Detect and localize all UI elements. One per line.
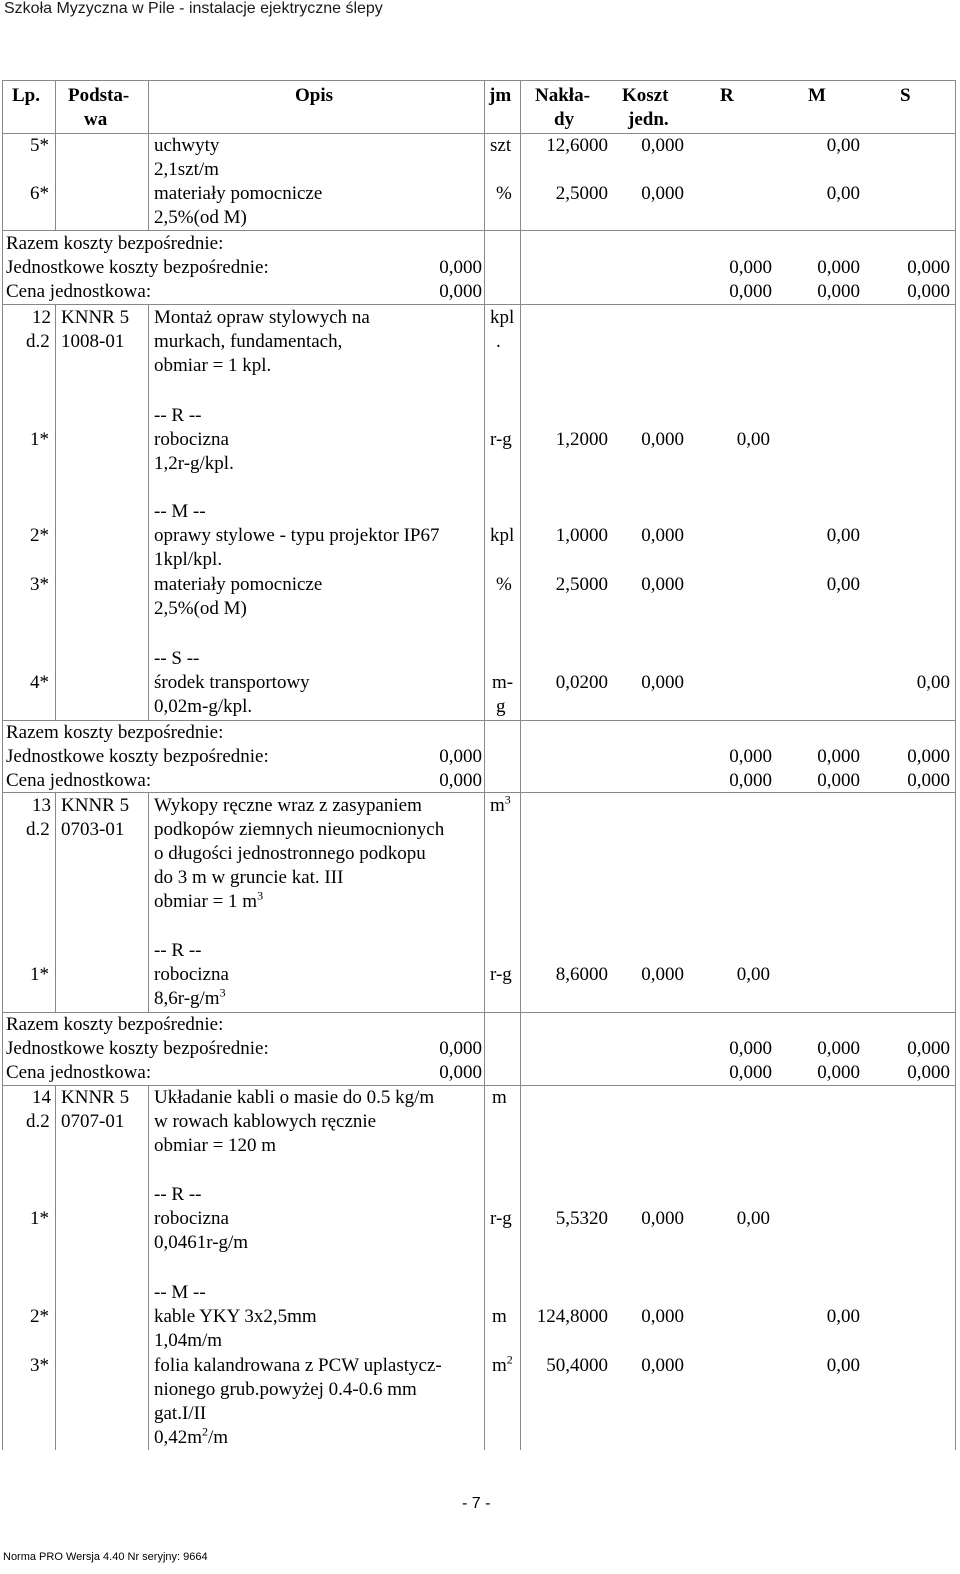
position-jm: kpl: [490, 307, 515, 328]
row-opis: nionego grub.powyżej 0.4-0.6 mm: [154, 1379, 417, 1400]
row-opis: folia kalandrowana z PCW uplastycz-: [154, 1355, 442, 1376]
summary-s: 0,000: [907, 770, 950, 791]
row-opis: robocizna: [154, 964, 229, 985]
col-r: R: [720, 85, 734, 106]
summary-m: 0,000: [817, 1062, 860, 1083]
cena-label: Cena jednostkowa:: [6, 281, 152, 302]
col-koszt: Koszt: [622, 85, 669, 106]
row-m-value: 0,00: [826, 1355, 860, 1376]
position-opis: obmiar = 120 m: [154, 1135, 277, 1156]
row-jm: szt: [490, 135, 512, 156]
column-divider: [148, 792, 149, 1012]
column-divider: [484, 80, 485, 1450]
superscript: 2: [506, 1352, 513, 1367]
obmiar-text: obmiar = 1 m: [154, 891, 258, 912]
superscript: 3: [504, 792, 511, 807]
position-opis: Układanie kabli o masie do 0.5 kg/m: [154, 1087, 435, 1108]
section-m: -- M --: [154, 501, 206, 522]
row-opis: materiały pomocnicze: [154, 574, 323, 595]
position-basis: KNNR 5: [61, 795, 130, 816]
row-s-value: 0,00: [916, 672, 950, 693]
row-naklady: 50,4000: [546, 1355, 608, 1376]
position-basis: 0703-01: [61, 819, 125, 840]
row-m-value: 0,00: [826, 525, 860, 546]
summary-m: 0,000: [817, 281, 860, 302]
norm-text: /m: [208, 1427, 229, 1448]
position-opis: Montaż opraw stylowych na: [154, 307, 370, 328]
position-opis: do 3 m w gruncie kat. III: [154, 867, 344, 888]
table-top-border: [2, 80, 955, 81]
summary-s: 0,000: [907, 746, 950, 767]
summary-m: 0,000: [817, 746, 860, 767]
row-jm: g: [496, 696, 506, 717]
row-jm: kpl: [490, 525, 515, 546]
cena-label: Cena jednostkowa:: [6, 770, 152, 791]
summary-s: 0,000: [907, 281, 950, 302]
col-podstawa: Podsta-: [68, 85, 130, 106]
row-jm: m: [492, 1306, 507, 1327]
column-divider: [148, 80, 149, 230]
col-koszt-2: jedn.: [628, 109, 669, 130]
row-koszt: 0,000: [641, 429, 684, 450]
col-naklady: Nakła-: [535, 85, 590, 106]
summary-value: 0,000: [439, 770, 482, 791]
summary-r: 0,000: [729, 1038, 772, 1059]
row-koszt: 0,000: [641, 1355, 684, 1376]
row-opis: 2,5%(od M): [154, 207, 247, 228]
summary-value: 0,000: [439, 281, 482, 302]
row-opis: 0,0461r-g/m: [154, 1232, 249, 1253]
col-jm: jm: [489, 85, 512, 106]
row-opis: 1,2r-g/kpl.: [154, 453, 234, 474]
jednostkowe-label: Jednostkowe koszty bezpośrednie:: [6, 1038, 269, 1059]
position-basis: KNNR 5: [61, 1087, 130, 1108]
row-border: [2, 1085, 955, 1086]
unit-text: m: [490, 795, 505, 816]
row-border: [2, 304, 955, 305]
summary-m: 0,000: [817, 770, 860, 791]
column-divider: [148, 304, 149, 720]
row-naklady: 8,6000: [555, 964, 608, 985]
cena-label: Cena jednostkowa:: [6, 1062, 152, 1083]
summary-m: 0,000: [817, 257, 860, 278]
col-lp: Lp.: [12, 85, 40, 106]
page-number: - 7 -: [462, 1495, 491, 1512]
section-r: -- R --: [154, 1184, 202, 1205]
summary-value: 0,000: [439, 1038, 482, 1059]
row-lp: 1*: [30, 1208, 49, 1229]
row-naklady: 0,0200: [555, 672, 608, 693]
row-koszt: 0,000: [641, 672, 684, 693]
razem-label: Razem koszty bezpośrednie:: [6, 1014, 224, 1035]
col-podstawa-2: wa: [84, 109, 108, 130]
row-koszt: 0,000: [641, 183, 684, 204]
row-opis: oprawy stylowe - typu projektor IP67: [154, 525, 440, 546]
summary-s: 0,000: [907, 257, 950, 278]
row-jm: %: [496, 574, 512, 595]
row-naklady: 2,5000: [555, 574, 608, 595]
jednostkowe-label: Jednostkowe koszty bezpośrednie:: [6, 746, 269, 767]
row-opis: 1kpl/kpl.: [154, 549, 223, 570]
position-opis: Wykopy ręczne wraz z zasypaniem: [154, 795, 422, 816]
column-divider: [55, 792, 56, 1012]
row-naklady: 1,2000: [555, 429, 608, 450]
summary-r: 0,000: [729, 257, 772, 278]
section-r: -- R --: [154, 405, 202, 426]
row-opis: kable YKY 3x2,5mm: [154, 1306, 317, 1327]
position-number: d.2: [26, 331, 50, 352]
norm-text: 8,6r-g/m: [154, 988, 220, 1009]
row-opis: 2,1szt/m: [154, 159, 219, 180]
norm-text: 0,42m: [154, 1427, 203, 1448]
section-m: -- M --: [154, 1282, 206, 1303]
position-number: 13: [32, 795, 51, 816]
row-lp: 2*: [30, 1306, 49, 1327]
position-basis: KNNR 5: [61, 307, 130, 328]
unit-text: m: [492, 1355, 507, 1376]
summary-m: 0,000: [817, 1038, 860, 1059]
row-opis: materiały pomocnicze: [154, 183, 323, 204]
row-r-value: 0,00: [736, 1208, 770, 1229]
position-opis: obmiar = 1 kpl.: [154, 355, 272, 376]
column-divider: [148, 1085, 149, 1450]
row-m-value: 0,00: [826, 135, 860, 156]
row-naklady: 2,5000: [555, 183, 608, 204]
row-koszt: 0,000: [641, 574, 684, 595]
summary-r: 0,000: [729, 746, 772, 767]
row-jm: r-g: [490, 429, 512, 450]
jednostkowe-label: Jednostkowe koszty bezpośrednie:: [6, 257, 269, 278]
row-lp: 3*: [30, 574, 49, 595]
position-opis: podkopów ziemnych nieumocnionych: [154, 819, 445, 840]
row-jm: %: [496, 183, 512, 204]
row-opis: gat.I/II: [154, 1403, 207, 1424]
superscript: 3: [257, 888, 264, 903]
row-koszt: 0,000: [641, 1306, 684, 1327]
row-jm: m-: [492, 672, 514, 693]
row-r-value: 0,00: [736, 964, 770, 985]
row-koszt: 0,000: [641, 1208, 684, 1229]
row-lp: 1*: [30, 429, 49, 450]
row-koszt: 0,000: [641, 525, 684, 546]
position-basis: 0707-01: [61, 1111, 125, 1132]
table-left-border: [2, 80, 3, 1450]
col-s: S: [900, 85, 911, 106]
summary-value: 0,000: [439, 1062, 482, 1083]
summary-value: 0,000: [439, 746, 482, 767]
col-opis: Opis: [295, 85, 334, 106]
row-r-value: 0,00: [736, 429, 770, 450]
table-right-border: [955, 80, 956, 1450]
position-number: d.2: [26, 819, 50, 840]
razem-label: Razem koszty bezpośrednie:: [6, 233, 224, 254]
position-number: 12: [32, 307, 51, 328]
position-opis: murkach, fundamentach,: [154, 331, 343, 352]
position-jm: [490, 794, 511, 818]
software-footer: Norma PRO Wersja 4.40 Nr seryjny: 9664: [3, 1551, 208, 1563]
row-opis: robocizna: [154, 429, 229, 450]
row-opis: 2,5%(od M): [154, 598, 247, 619]
position-jm: .: [496, 331, 501, 352]
summary-r: 0,000: [729, 770, 772, 791]
row-opis: [154, 987, 226, 1011]
row-jm: r-g: [490, 1208, 512, 1229]
column-divider: [55, 304, 56, 720]
row-naklady: 5,5320: [555, 1208, 608, 1229]
column-divider: [520, 80, 521, 1450]
row-opis: robocizna: [154, 1208, 229, 1229]
row-m-value: 0,00: [826, 574, 860, 595]
row-koszt: 0,000: [641, 135, 684, 156]
position-opis: [154, 890, 263, 914]
row-lp: 3*: [30, 1355, 49, 1376]
row-jm: r-g: [490, 964, 512, 985]
summary-r: 0,000: [729, 281, 772, 302]
razem-label: Razem koszty bezpośrednie:: [6, 722, 224, 743]
row-opis: uchwyty: [154, 135, 220, 156]
row-opis: 0,02m-g/kpl.: [154, 696, 253, 717]
position-opis: w rowach kablowych ręcznie: [154, 1111, 377, 1132]
row-lp: 4*: [30, 672, 49, 693]
section-s: -- S --: [154, 648, 200, 669]
superscript: 2: [202, 1424, 209, 1439]
col-naklady-2: dy: [554, 109, 575, 130]
row-naklady: 1,0000: [555, 525, 608, 546]
row-lp: 5*: [30, 135, 49, 156]
position-number: d.2: [26, 1111, 50, 1132]
row-koszt: 0,000: [641, 964, 684, 985]
position-opis: o długości jednostronnego podkopu: [154, 843, 426, 864]
summary-s: 0,000: [907, 1038, 950, 1059]
row-lp: 1*: [30, 964, 49, 985]
row-opis: środek transportowy: [154, 672, 310, 693]
row-m-value: 0,00: [826, 1306, 860, 1327]
document-title: Szkoła Myzyczna w Pile - instalacje ejektryczne ślepy: [4, 0, 383, 17]
summary-r: 0,000: [729, 1062, 772, 1083]
column-divider: [55, 80, 56, 230]
section-r: -- R --: [154, 940, 202, 961]
position-basis: 1008-01: [61, 331, 125, 352]
column-divider: [55, 1085, 56, 1450]
row-opis: 1,04m/m: [154, 1330, 223, 1351]
superscript: 3: [219, 985, 226, 1000]
summary-value: 0,000: [439, 257, 482, 278]
summary-s: 0,000: [907, 1062, 950, 1083]
position-jm: m: [492, 1087, 507, 1108]
row-lp: 2*: [30, 525, 49, 546]
position-number: 14: [32, 1087, 51, 1108]
row-opis: [154, 1426, 228, 1450]
row-jm: [492, 1354, 513, 1378]
row-naklady: 124,8000: [536, 1306, 608, 1327]
row-naklady: 12,6000: [546, 135, 608, 156]
row-border: [2, 230, 955, 231]
row-lp: 6*: [30, 183, 49, 204]
row-m-value: 0,00: [826, 183, 860, 204]
col-m: M: [808, 85, 826, 106]
